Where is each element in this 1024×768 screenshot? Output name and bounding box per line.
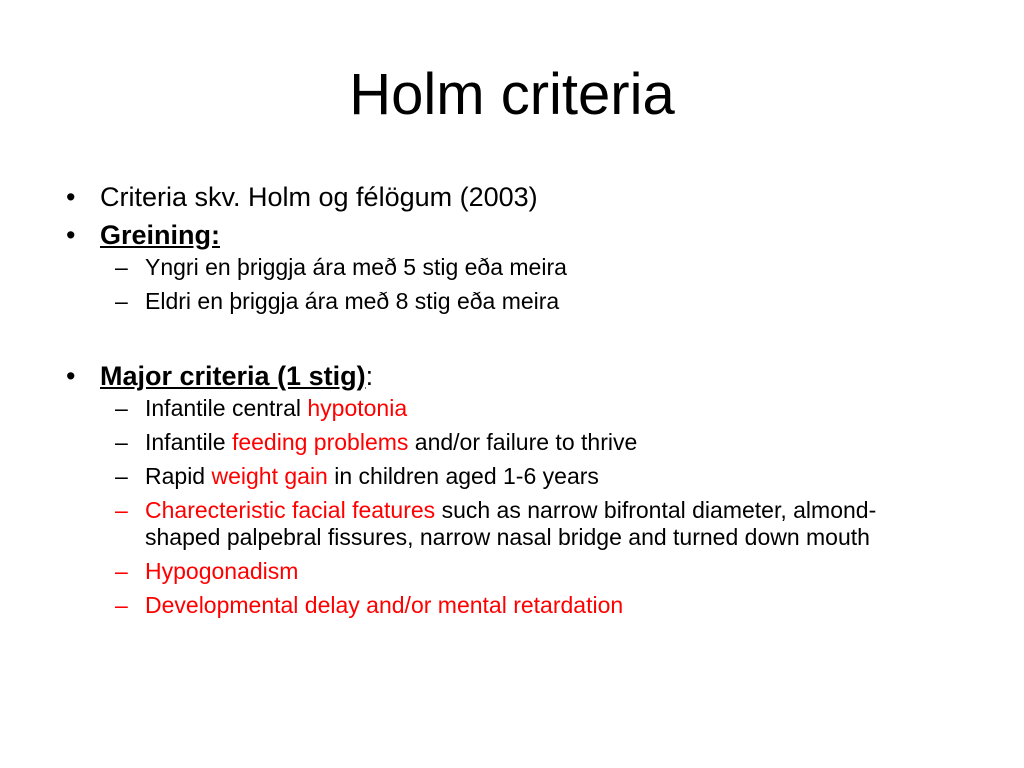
major-criteria-item — [115, 558, 905, 585]
slide-title: Holm criteria — [349, 62, 675, 127]
item-text-after: and/or failure to thrive — [408, 429, 638, 455]
item-text-before: Infantile — [145, 429, 232, 455]
item-text-highlight: hypotonia — [307, 395, 408, 421]
dash-bullet-icon: – — [115, 288, 128, 314]
item-text-before: Infantile central — [145, 395, 308, 421]
bullet-greining — [66, 216, 966, 254]
slide-body — [66, 178, 966, 626]
major-criteria-item — [115, 395, 905, 422]
bullet-dot-icon: • — [66, 182, 76, 212]
bullet-dot-icon: • — [66, 220, 76, 250]
item-text-highlight: Charecteristic facial features — [145, 497, 436, 523]
dash-bullet-icon: – — [115, 592, 128, 618]
item-text-after: in children aged 1-6 years — [327, 463, 599, 489]
dash-bullet-icon: – — [115, 558, 128, 584]
item-text-before: Rapid — [145, 463, 212, 489]
greining-item-text: Yngri en þriggja ára með 5 stig eða meira — [145, 254, 567, 280]
dash-bullet-icon: – — [115, 463, 128, 489]
major-criteria-heading: Major criteria (1 stig) — [100, 361, 366, 391]
greining-item — [115, 288, 905, 315]
dash-bullet-icon: – — [115, 429, 128, 455]
bullet-dot-icon: • — [66, 361, 76, 391]
dash-bullet-icon: – — [115, 254, 128, 280]
bullet-criteria-source — [66, 178, 966, 216]
item-text-highlight: Hypogonadism — [145, 558, 299, 584]
greining-item-text: Eldri en þriggja ára með 8 stig eða meira — [145, 288, 560, 314]
spacer — [66, 322, 966, 357]
greining-heading: Greining: — [100, 220, 220, 250]
item-text-highlight: Developmental delay and/or mental retardation — [145, 592, 624, 618]
major-criteria-colon: : — [365, 361, 374, 391]
dash-bullet-icon: – — [115, 497, 128, 523]
bullet-major-criteria — [66, 357, 966, 395]
major-criteria-item — [115, 463, 905, 490]
major-criteria-item — [115, 592, 905, 619]
criteria-source-text: Criteria skv. Holm og félögum (2003) — [100, 182, 538, 212]
greining-item — [115, 254, 905, 281]
dash-bullet-icon: – — [115, 395, 128, 421]
major-criteria-item — [115, 429, 905, 456]
item-text-after: such as narrow bifrontal diameter, almond-shaped palpebral fissures, narrow nasal bridge and turned down mouth — [145, 497, 877, 550]
major-criteria-item — [115, 497, 905, 551]
item-text-highlight: feeding problems — [231, 429, 409, 455]
item-text-highlight: weight gain — [211, 463, 328, 489]
